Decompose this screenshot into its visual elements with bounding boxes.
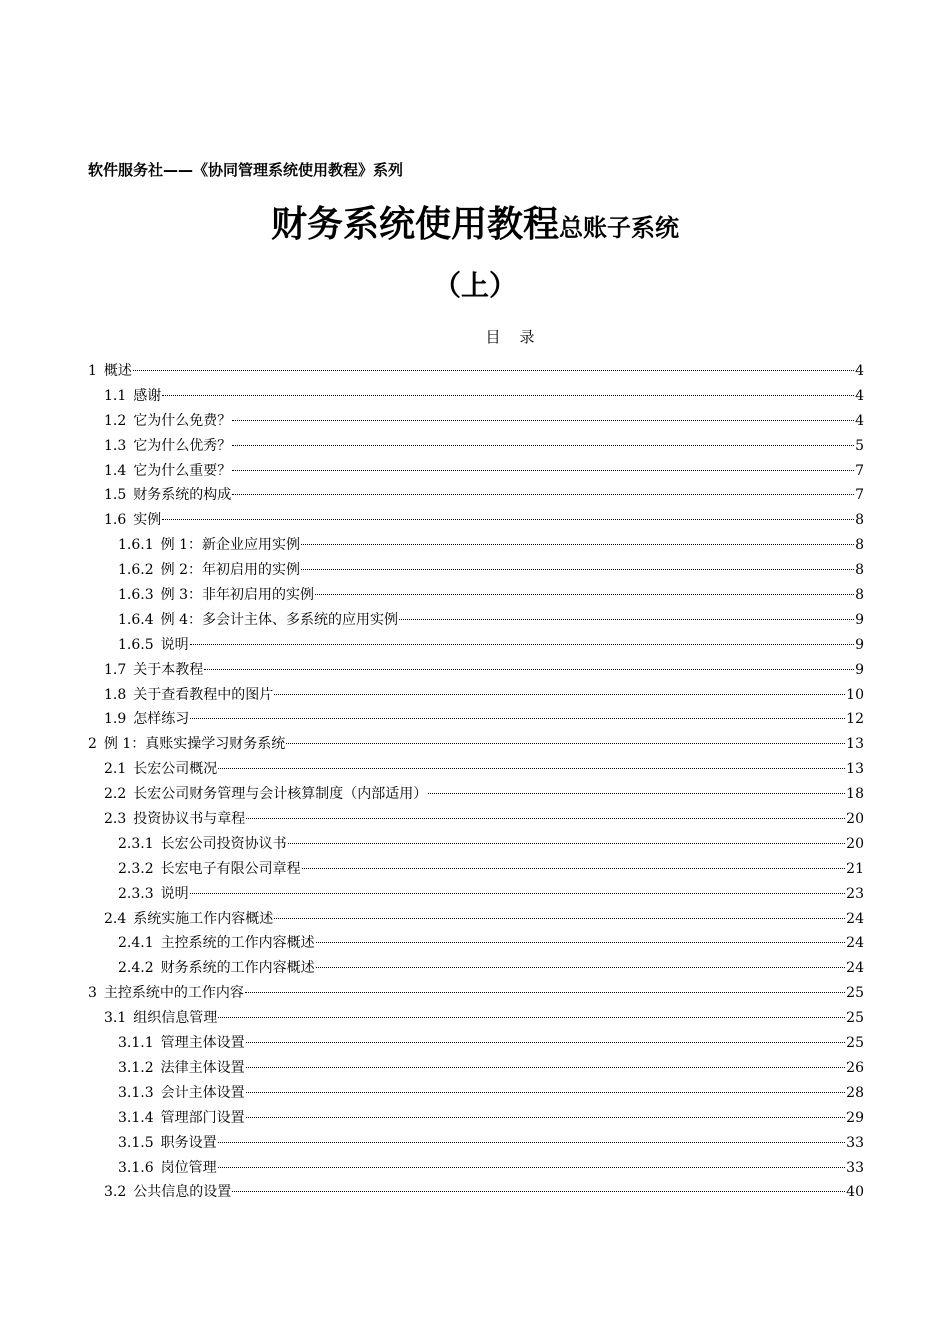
toc-entry[interactable] (88, 459, 864, 484)
toc-entry-number: 1.6.3 (118, 587, 154, 604)
toc-entry[interactable] (88, 1006, 864, 1031)
toc-entry[interactable] (88, 359, 864, 384)
toc-entry-page-number: 28 (846, 1084, 864, 1101)
toc-entry-title: 实例 (133, 512, 162, 529)
toc-entry-number: 2.4.1 (118, 935, 154, 952)
toc-entry-number: 3.1 (104, 1010, 127, 1027)
toc-entry-number: 3.1.4 (118, 1109, 154, 1126)
toc-entry-title: 长宏电子有限公司章程 (160, 860, 301, 877)
toc-entry-page-number: 12 (846, 711, 864, 728)
toc-entry-number: 1.6 (104, 512, 127, 529)
toc-entry-title: 例 4：多会计主体、多系统的应用实例 (160, 611, 398, 628)
toc-entry-title: 关于查看教程中的图片 (133, 686, 274, 703)
toc-entry-number: 3.2 (104, 1184, 127, 1201)
toc-entry-page-number: 21 (846, 860, 864, 877)
toc-entry-title: 职务设置 (160, 1134, 217, 1151)
toc-entry-title: 怎样练习 (133, 711, 190, 728)
toc-entry-page-number: 8 (855, 587, 864, 604)
toc-entry[interactable] (88, 384, 864, 409)
toc-entry-title: 系统实施工作内容概述 (133, 910, 274, 927)
toc-dot-leader (162, 395, 854, 396)
toc-dot-leader (218, 1142, 846, 1143)
toc-entry[interactable] (88, 1156, 864, 1181)
toc-entry-number: 1.3 (104, 437, 127, 454)
volume-label: （上） (432, 269, 517, 302)
toc-dot-leader (274, 918, 845, 919)
toc-dot-leader (232, 420, 854, 421)
toc-entry-title: 它为什么重要？ (133, 462, 232, 479)
toc-entry[interactable] (88, 683, 864, 708)
toc-entry-title: 岗位管理 (160, 1159, 217, 1176)
toc-entry-page-number: 24 (846, 935, 864, 952)
toc-entry-title: 会计主体设置 (160, 1084, 245, 1101)
toc-entry-title: 主控系统中的工作内容 (103, 985, 244, 1002)
toc-entry[interactable] (88, 533, 864, 558)
toc-entry[interactable] (88, 658, 864, 683)
toc-entry[interactable] (88, 558, 864, 583)
toc-dot-leader (232, 445, 854, 446)
toc-entry-page-number: 23 (846, 885, 864, 902)
toc-entry-number: 1.2 (104, 412, 127, 429)
toc-entry-page-number: 29 (846, 1109, 864, 1126)
toc-dot-leader (274, 694, 845, 695)
toc-entry-title: 例 3：非年初启用的实例 (160, 587, 314, 604)
toc-entry-title: 公共信息的设置 (133, 1184, 232, 1201)
toc-entry-page-number: 9 (855, 611, 864, 628)
toc-entry-page-number: 8 (855, 562, 864, 579)
toc-dot-leader (204, 669, 854, 670)
toc-entry-number: 1.9 (104, 711, 127, 728)
toc-entry-title: 投资协议书与章程 (133, 811, 246, 828)
toc-entry[interactable] (88, 1056, 864, 1081)
toc-entry-title: 管理部门设置 (160, 1109, 245, 1126)
toc-entry-title: 长宏公司财务管理与会计核算制度（内部适用） (133, 786, 428, 803)
toc-entry-page-number: 7 (855, 487, 864, 504)
toc-entry-page-number: 20 (846, 811, 864, 828)
toc-dot-leader (245, 992, 845, 993)
toc-entry-number: 2.1 (104, 761, 127, 778)
toc-dot-leader (246, 1067, 846, 1068)
toc-entry-page-number: 4 (855, 363, 864, 379)
toc-entry-number: 3 (88, 985, 97, 1002)
toc-entry-number: 1.6.2 (118, 562, 154, 579)
toc-entry-title: 概述 (103, 363, 132, 379)
toc-entry-number: 1.6.4 (118, 611, 154, 628)
toc-heading: 目 录 (485, 328, 535, 346)
toc-dot-leader (218, 768, 845, 769)
toc-entry[interactable] (88, 857, 864, 882)
toc-entry-number: 1.4 (104, 462, 127, 479)
toc-dot-leader (301, 569, 854, 570)
toc-entry-title: 说明 (160, 885, 189, 902)
toc-dot-leader (218, 1167, 846, 1168)
toc-entry[interactable] (88, 608, 864, 633)
toc-entry-number: 1.6.1 (118, 537, 154, 554)
toc-entry[interactable] (88, 931, 864, 956)
toc-entry-page-number: 4 (855, 387, 864, 404)
toc-entry-page-number: 40 (846, 1184, 864, 1201)
toc-entry[interactable] (88, 1106, 864, 1131)
toc-entry-number: 2.2 (104, 786, 127, 803)
toc-entry-page-number: 10 (846, 686, 864, 703)
toc-entry-number: 3.1.5 (118, 1134, 154, 1151)
toc-dot-leader (232, 494, 854, 495)
toc-entry[interactable] (88, 483, 864, 508)
toc-entry-number: 2.4.2 (118, 960, 154, 977)
toc-entry[interactable] (88, 807, 864, 832)
toc-entry[interactable] (88, 508, 864, 533)
toc-entry-number: 3.1.6 (118, 1159, 154, 1176)
toc-entry-title: 关于本教程 (133, 661, 204, 678)
toc-entry-title: 组织信息管理 (133, 1010, 218, 1027)
toc-entry-page-number: 33 (846, 1159, 864, 1176)
toc-entry-page-number: 9 (855, 636, 864, 653)
document-title (0, 196, 950, 247)
toc-entry-page-number: 25 (846, 985, 864, 1002)
toc-dot-leader (286, 743, 845, 744)
toc-entry[interactable] (88, 707, 864, 732)
toc-dot-leader (246, 818, 845, 819)
toc-dot-leader (301, 544, 854, 545)
toc-entry[interactable] (88, 1180, 864, 1205)
toc-dot-leader (399, 619, 854, 620)
toc-entry-title: 它为什么免费？ (133, 412, 232, 429)
toc-entry[interactable] (88, 956, 864, 981)
document-title-main: 财务系统使用教程 (270, 204, 559, 245)
table-of-contents (88, 359, 864, 1205)
toc-entry[interactable] (88, 782, 864, 807)
toc-entry[interactable] (88, 832, 864, 857)
toc-entry[interactable] (88, 732, 864, 757)
toc-entry-number: 1.8 (104, 686, 127, 703)
toc-entry[interactable] (88, 882, 864, 907)
toc-entry-number: 1 (88, 363, 97, 379)
toc-dot-leader (190, 644, 854, 645)
toc-entry-page-number: 25 (846, 1035, 864, 1052)
toc-entry[interactable] (88, 1081, 864, 1106)
toc-entry-page-number: 13 (846, 761, 864, 778)
toc-entry-page-number: 8 (855, 537, 864, 554)
toc-entry-title: 法律主体设置 (160, 1059, 245, 1076)
toc-entry[interactable] (88, 1131, 864, 1156)
toc-entry-number: 2.3.2 (118, 860, 154, 877)
toc-entry-number: 2.3.3 (118, 885, 154, 902)
toc-entry-number: 2.3.1 (118, 835, 154, 852)
toc-entry[interactable] (88, 1031, 864, 1056)
toc-entry-title: 财务系统的工作内容概述 (160, 960, 315, 977)
toc-entry[interactable] (88, 583, 864, 608)
toc-entry-number: 1.5 (104, 487, 127, 504)
toc-entry-number: 2.3 (104, 811, 127, 828)
toc-dot-leader (316, 967, 846, 968)
toc-entry-title: 感谢 (133, 387, 162, 404)
toc-entry[interactable] (88, 633, 864, 658)
toc-dot-leader (428, 793, 845, 794)
toc-entry-page-number: 24 (846, 960, 864, 977)
toc-entry-page-number: 33 (846, 1134, 864, 1151)
toc-entry-title: 长宏公司概况 (133, 761, 218, 778)
toc-dot-leader (162, 519, 854, 520)
series-heading: 软件服务社——《协同管理系统使用教程》系列 (88, 161, 404, 179)
toc-entry-number: 1.7 (104, 661, 127, 678)
toc-entry-page-number: 7 (855, 462, 864, 479)
toc-entry-page-number: 4 (855, 412, 864, 429)
toc-entry-title: 主控系统的工作内容概述 (160, 935, 315, 952)
toc-entry-title: 例 2：年初启用的实例 (160, 562, 300, 579)
toc-entry-number: 1.1 (104, 387, 127, 404)
toc-dot-leader (232, 470, 854, 471)
toc-entry-page-number: 8 (855, 512, 864, 529)
toc-entry-number: 2.4 (104, 910, 127, 927)
toc-dot-leader (246, 1042, 846, 1043)
toc-entry-page-number: 13 (846, 736, 864, 753)
toc-entry-number: 2 (88, 736, 97, 753)
toc-entry[interactable] (88, 907, 864, 932)
toc-entry-title: 财务系统的构成 (133, 487, 232, 504)
toc-entry[interactable] (88, 409, 864, 434)
toc-entry-number: 3.1.1 (118, 1035, 154, 1052)
toc-entry[interactable] (88, 434, 864, 459)
toc-entry[interactable] (88, 757, 864, 782)
toc-entry-number: 3.1.3 (118, 1084, 154, 1101)
toc-entry-title: 例 1：新企业应用实例 (160, 537, 300, 554)
toc-entry-page-number: 25 (846, 1010, 864, 1027)
toc-entry-number: 3.1.2 (118, 1059, 154, 1076)
toc-entry-page-number: 5 (855, 437, 864, 454)
toc-entry-title: 它为什么优秀？ (133, 437, 232, 454)
toc-dot-leader (302, 868, 846, 869)
toc-dot-leader (246, 1117, 846, 1118)
toc-entry-title: 长宏公司投资协议书 (160, 835, 287, 852)
toc-dot-leader (190, 893, 846, 894)
toc-entry-number: 1.6.5 (118, 636, 154, 653)
toc-entry-page-number: 20 (846, 835, 864, 852)
toc-entry-title: 说明 (160, 636, 189, 653)
toc-dot-leader (316, 942, 846, 943)
toc-entry-page-number: 24 (846, 910, 864, 927)
toc-dot-leader (315, 594, 854, 595)
toc-entry-title: 管理主体设置 (160, 1035, 245, 1052)
toc-dot-leader (232, 1191, 845, 1192)
toc-entry-page-number: 18 (846, 786, 864, 803)
toc-dot-leader (246, 1092, 846, 1093)
toc-entry[interactable] (88, 981, 864, 1006)
document-title-sub: 总账子系统 (559, 214, 679, 242)
toc-entry-title: 例 1：真账实操学习财务系统 (103, 736, 286, 753)
toc-dot-leader (218, 1017, 845, 1018)
toc-dot-leader (190, 718, 845, 719)
toc-dot-leader (288, 843, 846, 844)
toc-entry-page-number: 9 (855, 661, 864, 678)
toc-entry-page-number: 26 (846, 1059, 864, 1076)
toc-dot-leader (133, 370, 854, 371)
